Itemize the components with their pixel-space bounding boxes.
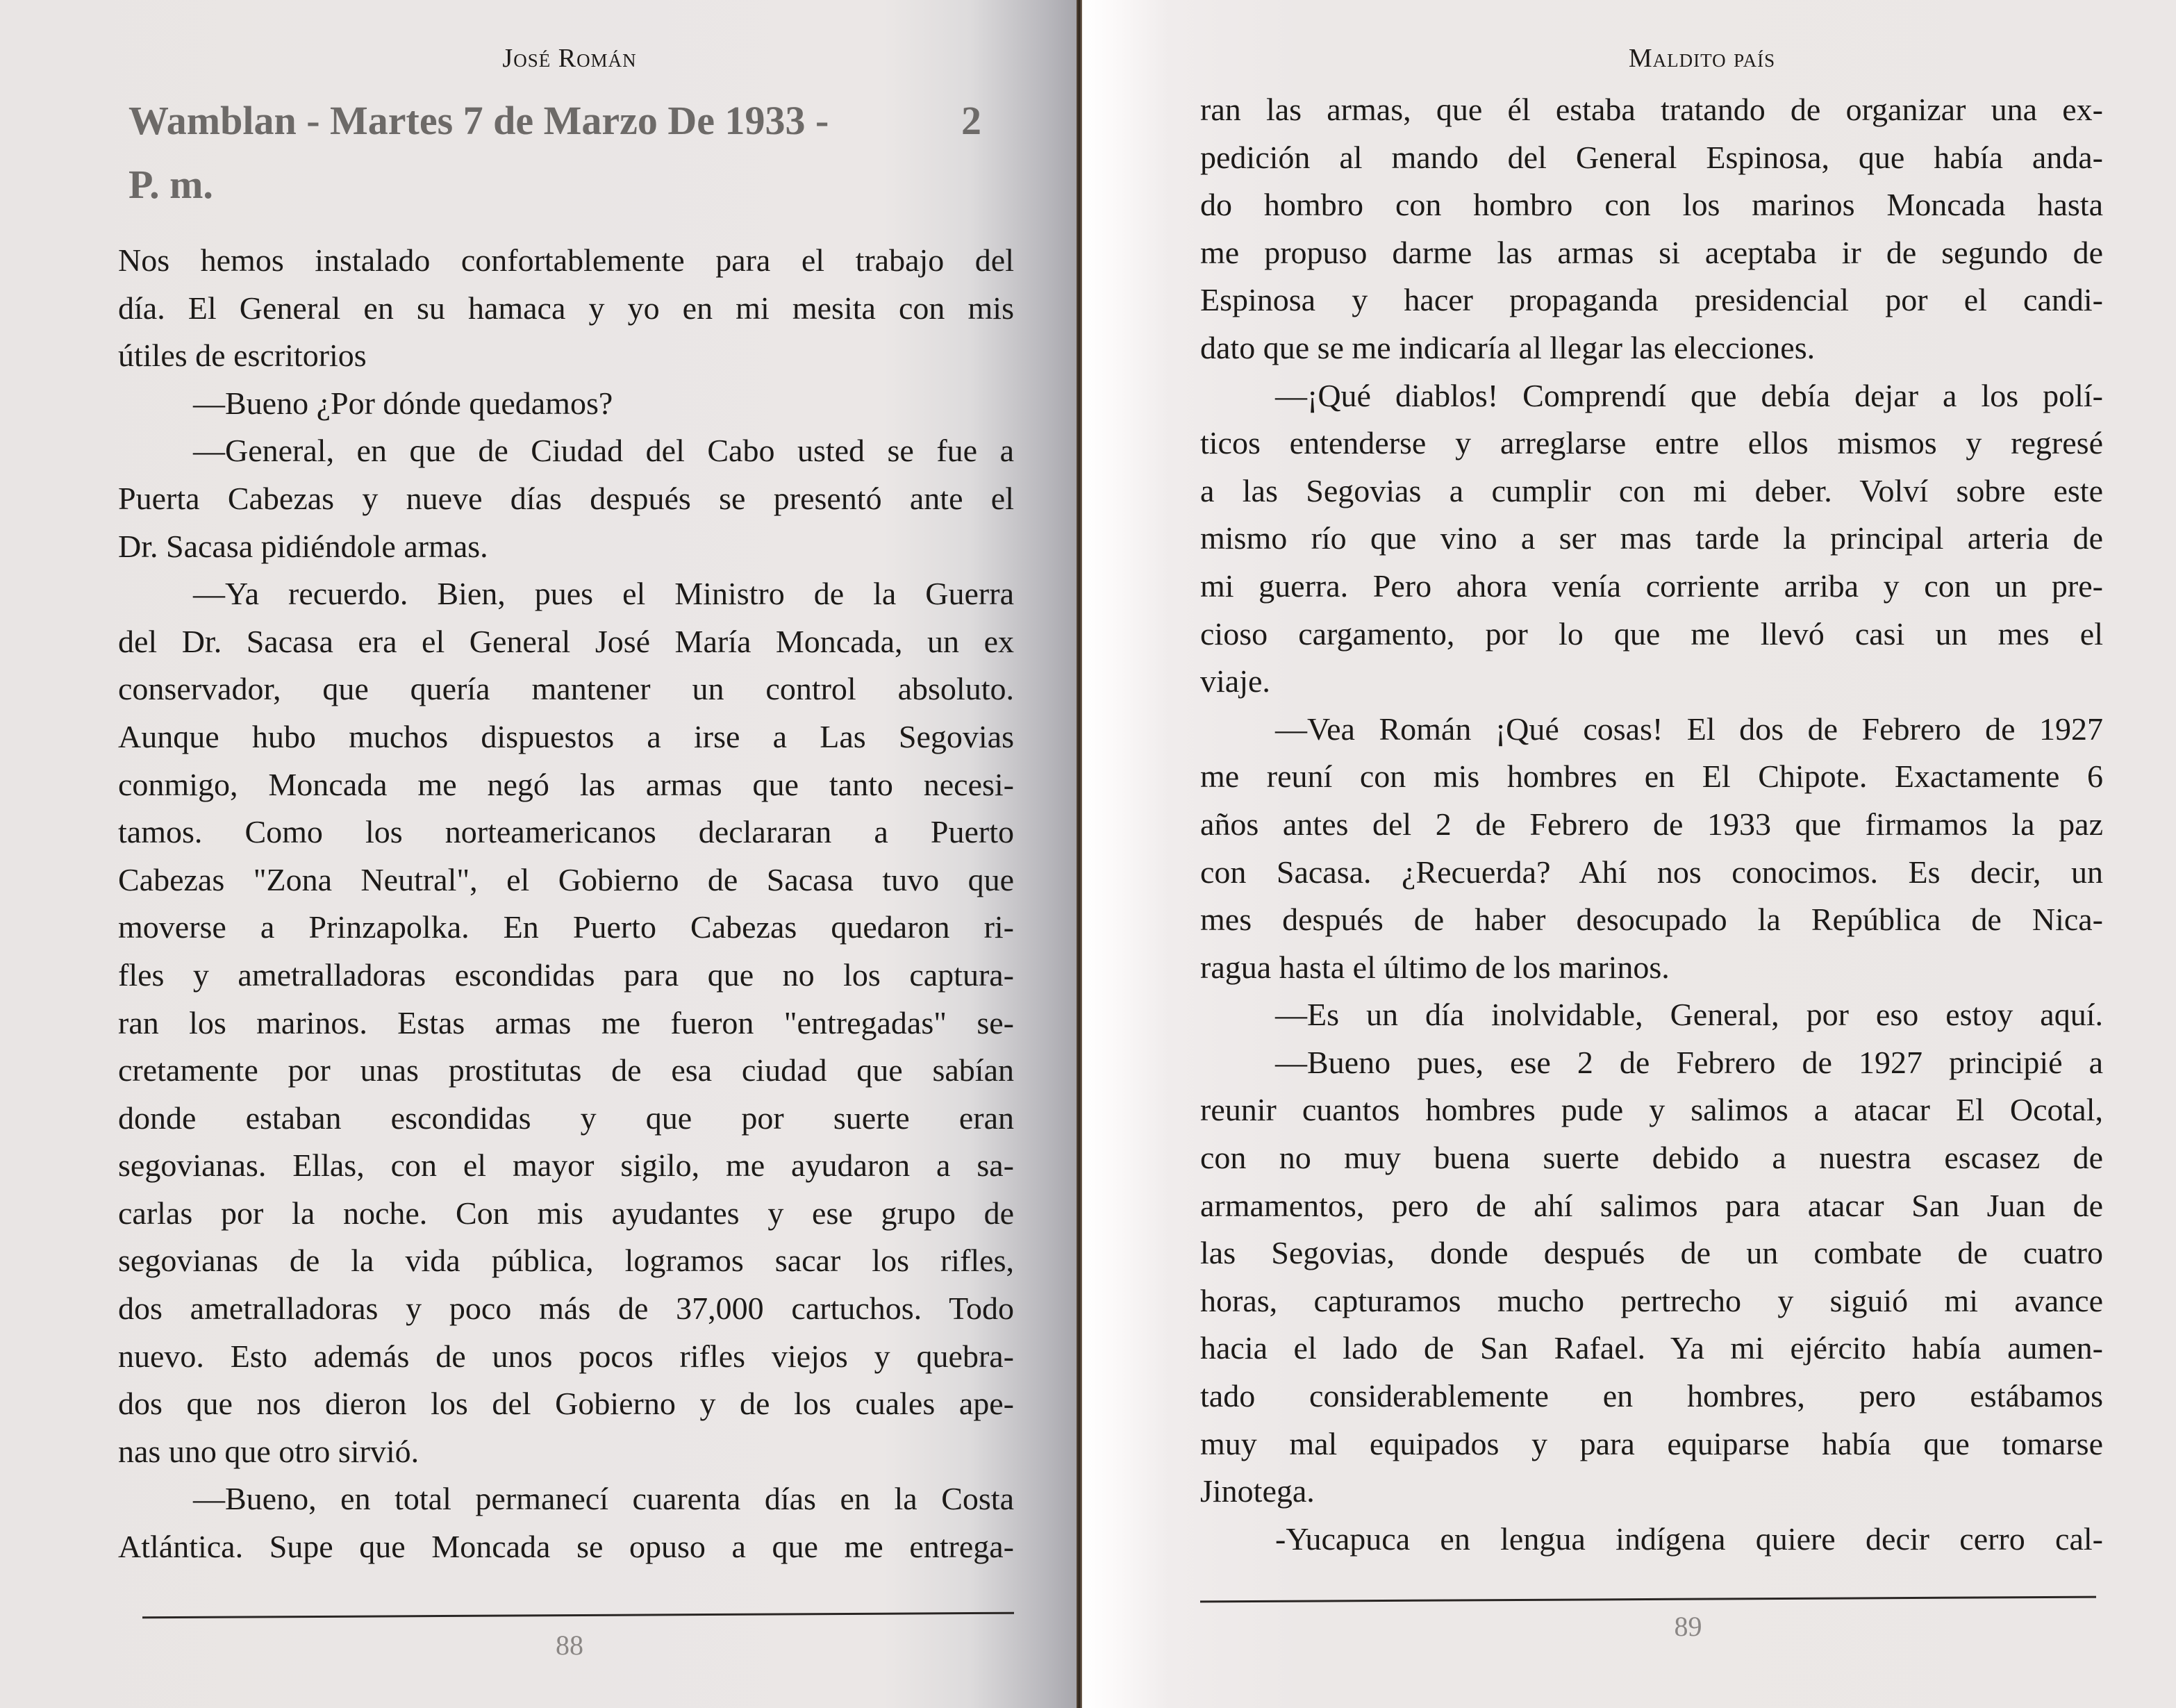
text-line: Jinotega. — [1200, 1473, 1315, 1509]
text-line: ran las armas, que él estaba tratando de organizar una ex- — [1200, 92, 2103, 127]
text-line: carlas por la noche. Con mis ayudantes y ese grupo de — [118, 1195, 1014, 1231]
text-line: útiles de escritorios — [118, 338, 367, 374]
text-line: hacia el lado de San Rafael. Ya mi ejército había aumen- — [1200, 1330, 2103, 1366]
text-line: donde estaban escondidas y que por suerte eran — [118, 1100, 1014, 1136]
chapter-title-text: Wamblan - Martes 7 de Marzo De 1933 - — [128, 98, 829, 143]
text-line: —Bueno pues, ese 2 de Febrero de 1927 principié a — [1275, 1044, 2103, 1080]
text-line: con Sacasa. ¿Recuerda? Ahí nos conocimos. Es decir, un — [1200, 854, 2103, 890]
text-line: a las Segovias a cumplir con mi deber. Volví sobre este — [1200, 472, 2103, 508]
chapter-title-hour: 2 — [961, 98, 981, 143]
running-head-author: José Román — [502, 44, 637, 73]
text-line: día. El General en su hamaca y yo en mi mesita con mis — [118, 290, 1014, 326]
left-page — [0, 0, 1078, 1708]
text-line: Dr. Sacasa pidiéndole armas. — [118, 528, 488, 564]
text-line: del Dr. Sacasa era el General José María Moncada, un ex — [118, 623, 1014, 659]
text-line: mismo río que vino a ser mas tarde la principal arteria de — [1200, 520, 2103, 556]
chapter-title — [128, 89, 990, 217]
text-line: Aunque hubo muchos dispuestos a irse a Las Segovias — [118, 718, 1014, 754]
text-line: dos ametralladoras y poco más de 37,000 cartuchos. Todo — [118, 1291, 1014, 1327]
text-line: Atlántica. Supe que Moncada se opuso a que me entrega- — [118, 1529, 1014, 1565]
right-page — [1082, 0, 2176, 1708]
text-line: —¡Qué diablos! Comprendí que debía dejar a los polí- — [1275, 377, 2103, 413]
text-line: —General, en que de Ciudad del Cabo usted se fue a — [193, 433, 1014, 469]
right-page-body — [1200, 86, 2103, 1563]
text-line: las Segovias, donde después de un combate de cuatro — [1200, 1235, 2103, 1271]
text-line: nuevo. Esto además de unos pocos rifles viejos y quebra- — [118, 1338, 1014, 1374]
text-line: Puerta Cabezas y nueve días después se presentó ante el — [118, 480, 1014, 516]
text-line: dato que se me indicaría al llegar las elecciones. — [1200, 329, 1816, 365]
page-number: 88 — [556, 1630, 583, 1661]
text-line: -Yucapuca en lengua indígena quiere decir cerro cal- — [1275, 1520, 2103, 1557]
text-line: armamentos, pero de ahí salimos para atacar San Juan de — [1200, 1187, 2103, 1223]
text-line: dos que nos dieron los del Gobierno y de los cuales ape- — [118, 1386, 1014, 1422]
text-line: moverse a Prinzapolka. En Puerto Cabezas quedaron ri- — [118, 909, 1014, 945]
text-line: conservador, que quería mantener un control absoluto. — [118, 671, 1014, 707]
text-line: años antes del 2 de Febrero de 1933 que firmamos la paz — [1200, 806, 2103, 842]
text-line: tamos. Como los norteamericanos declararan a Puerto — [118, 814, 1014, 850]
text-line: me propuso darme las armas si aceptaba ir de segundo de — [1200, 234, 2103, 270]
text-line: do hombro con hombro con los marinos Moncada hasta — [1200, 187, 2103, 223]
text-line: ran los marinos. Estas armas me fueron "entregadas" se- — [118, 1004, 1014, 1040]
text-line: nas uno que otro sirvió. — [118, 1433, 420, 1469]
text-line: viaje. — [1200, 663, 1270, 699]
text-line: —Bueno ¿Por dónde quedamos? — [193, 385, 613, 421]
text-line: reunir cuantos hombres pude y salimos a atacar El Ocotal, — [1200, 1092, 2103, 1128]
text-line: Espinosa y hacer propaganda presidencial por el candi- — [1200, 282, 2103, 318]
text-line: conmigo, Moncada me negó las armas que tanto necesi- — [118, 766, 1014, 802]
running-head-title: Maldito país — [1628, 44, 1776, 73]
text-line: cretamente por unas prostitutas de esa ciudad que sabían — [118, 1052, 1014, 1088]
text-line: pedición al mando del General Espinosa, que había anda- — [1200, 139, 2103, 175]
text-line: —Vea Román ¡Qué cosas! El dos de Febrero de 1927 — [1275, 711, 2103, 747]
text-line: segovianas. Ellas, con el mayor sigilo, me ayudaron a sa- — [118, 1147, 1014, 1184]
text-line: mes después de haber desocupado la República de Nica- — [1200, 902, 2103, 938]
text-line: ticos entenderse y arreglarse entre ellos mismos y regresé — [1200, 425, 2103, 461]
footer-rule — [142, 1612, 1014, 1619]
text-line: segovianas de la vida pública, logramos sacar los rifles, — [118, 1243, 1014, 1279]
text-line: fles y ametralladoras escondidas para que no los captura- — [118, 956, 1014, 993]
text-line: muy mal equipados y para equiparse había que tomarse — [1200, 1425, 2103, 1461]
page-number: 89 — [1674, 1611, 1702, 1642]
text-line: mi guerra. Pero ahora venía corriente arriba y con un pre- — [1200, 567, 2103, 604]
text-line: —Es un día inolvidable, General, por eso estoy aquí. — [1275, 997, 2103, 1033]
text-line: —Bueno, en total permanecí cuarenta días en la Costa — [193, 1481, 1014, 1517]
book-spine — [1077, 0, 1082, 1708]
text-line: ragua hasta el último de los marinos. — [1200, 949, 1670, 985]
text-line: me reuní con mis hombres en El Chipote. Exactamente 6 — [1200, 758, 2103, 795]
text-line: Nos hemos instalado confortablemente para el trabajo del — [118, 242, 1014, 278]
text-line: cioso cargamento, por lo que me llevó casi un mes el — [1200, 615, 2103, 652]
text-line: con no muy buena suerte debido a nuestra escasez de — [1200, 1140, 2103, 1176]
text-line: tado considerablemente en hombres, pero estábamos — [1200, 1378, 2103, 1414]
left-page-body — [118, 237, 1014, 1571]
chapter-title-line2: P. m. — [128, 162, 213, 207]
text-line: Cabezas "Zona Neutral", el Gobierno de Sacasa tuvo que — [118, 861, 1014, 897]
text-line: horas, capturamos mucho pertrecho y siguió mi avance — [1200, 1282, 2103, 1318]
text-line: —Ya recuerdo. Bien, pues el Ministro de la Guerra — [193, 576, 1014, 612]
footer-rule — [1200, 1596, 2096, 1603]
